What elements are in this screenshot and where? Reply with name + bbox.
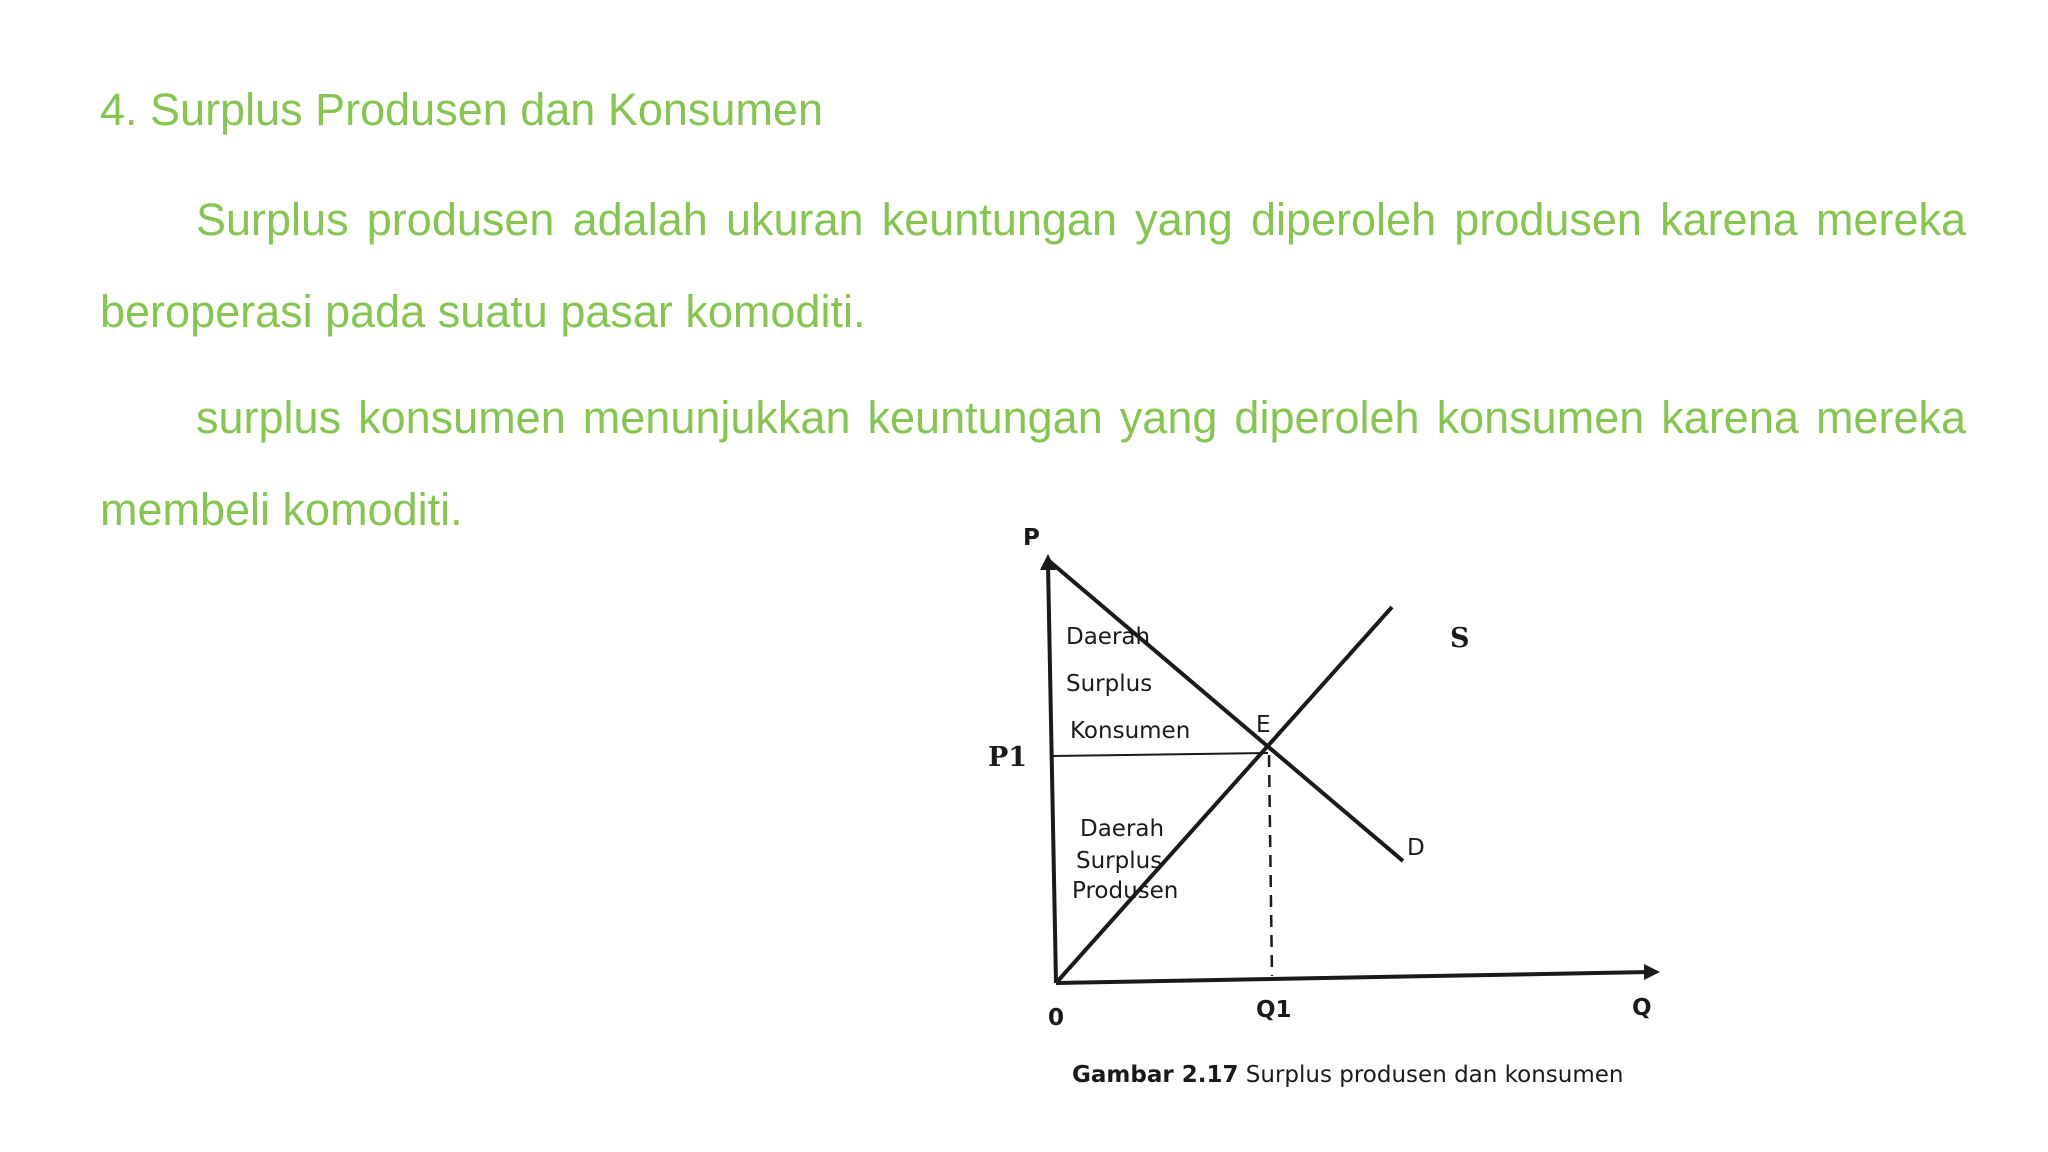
consumer-area-label-line3: Konsumen (1070, 718, 1191, 744)
consumer-area-label-line1: Daerah (1066, 624, 1151, 650)
figure-caption-text: Surplus produsen dan konsumen (1238, 1062, 1624, 1088)
figure-caption-number: Gambar 2.17 (1072, 1062, 1239, 1088)
quantity-axis (1056, 972, 1650, 983)
y-axis-label: P (1023, 525, 1040, 551)
consumer-surplus-text: surplus konsumen menunjukkan keuntungan yang diperoleh konsumen karena mereka membeli komoditi. (100, 392, 1966, 535)
surplus-figure (960, 520, 1690, 1100)
q1-label: Q1 (1256, 997, 1292, 1023)
origin-label: 0 (1048, 1005, 1065, 1031)
producer-surplus-text: Surplus produsen adalah ukuran keuntungan yang diperoleh produsen karena mereka beroperasi pada suatu pasar komoditi. (100, 194, 1966, 337)
supply-demand-diagram (960, 520, 1690, 1100)
supply-label: S (1450, 623, 1470, 654)
slide-title: 4. Surplus Produsen dan Konsumen (100, 84, 823, 135)
x-axis-label: Q (1632, 995, 1652, 1021)
consumer-area-label-line2: Surplus (1066, 671, 1153, 697)
producer-area-label-line2: Surplus (1076, 848, 1163, 874)
figure-caption (1072, 1062, 1624, 1088)
producer-area-label-line1: Daerah (1080, 816, 1165, 842)
producer-area-label-line3: Produsen (1072, 878, 1179, 904)
p1-guide-line (1052, 753, 1268, 756)
demand-label: D (1407, 835, 1425, 861)
quantity-axis-arrowhead (1644, 964, 1660, 980)
producer-surplus-paragraph (100, 174, 1966, 358)
price-axis (1048, 564, 1056, 983)
supply-curve (1056, 607, 1392, 983)
equilibrium-label: E (1256, 712, 1271, 738)
p1-label: P1 (988, 742, 1028, 773)
q1-guide-line (1269, 755, 1272, 976)
